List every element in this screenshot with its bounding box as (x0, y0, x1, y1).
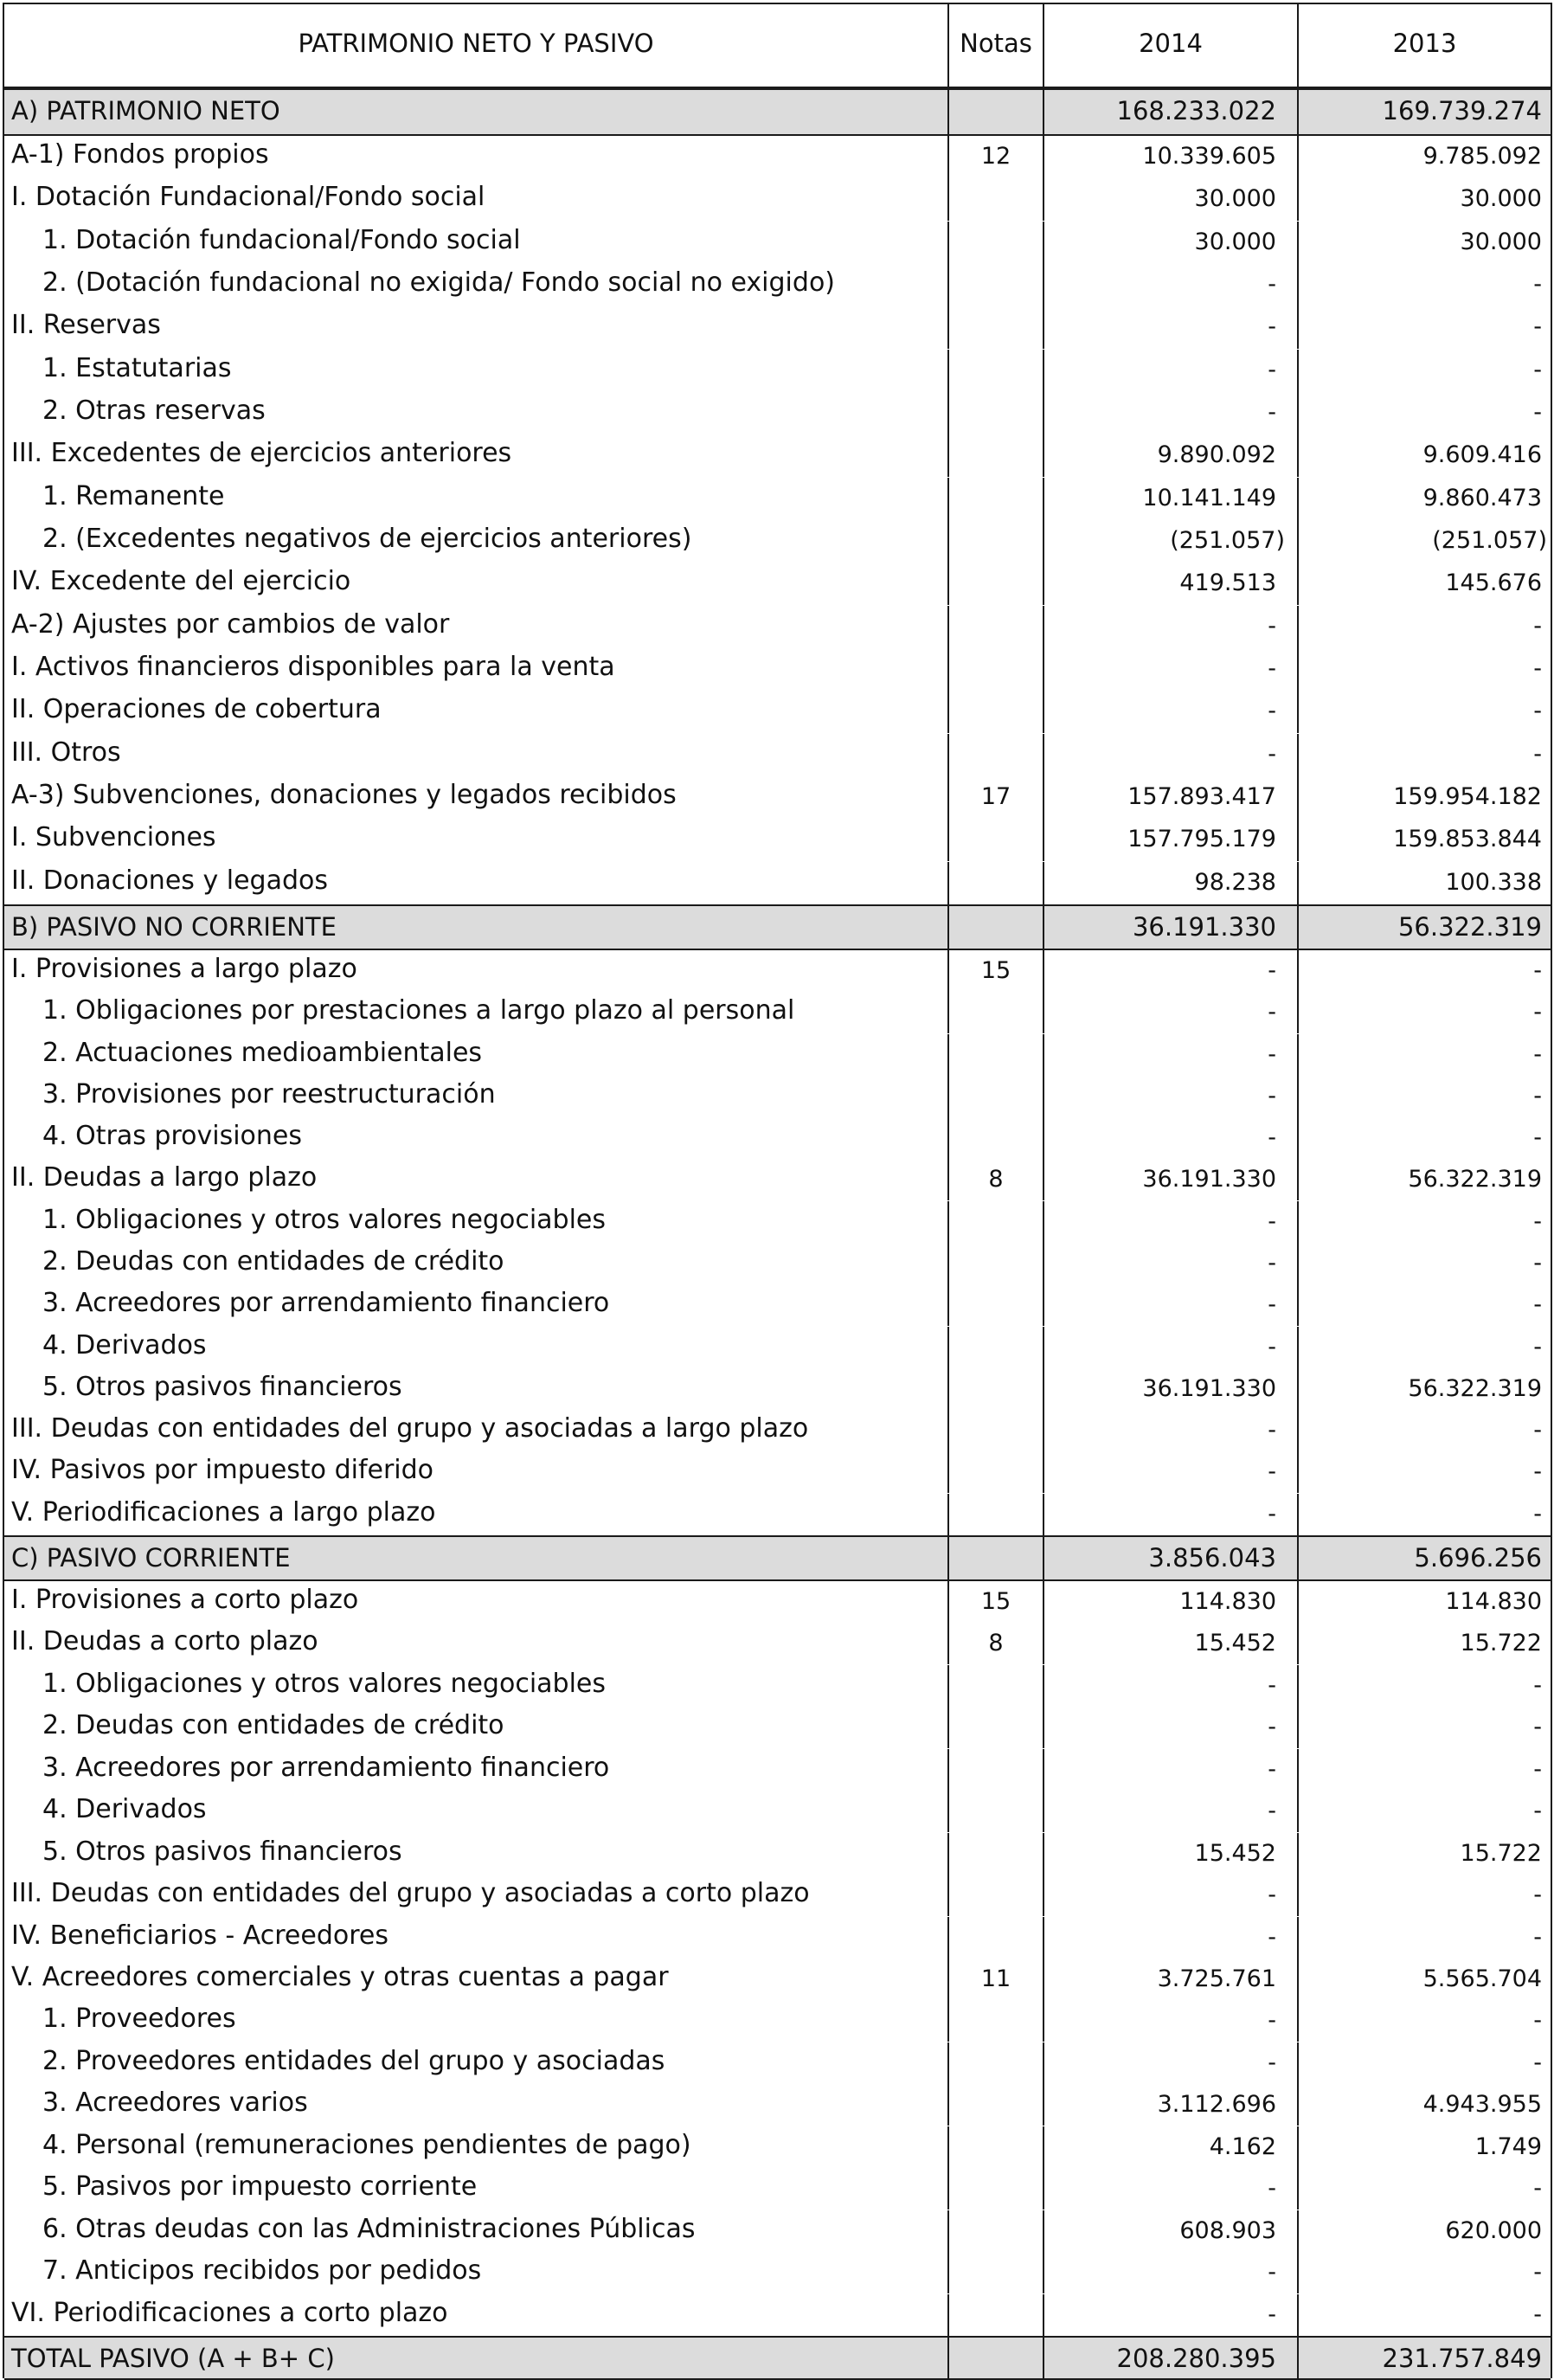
row-value-2013: 15.722 (1460, 1630, 1542, 1656)
row-value-2014: - (1268, 2301, 1276, 2328)
row-value-2013: - (1533, 357, 1542, 383)
table-row (4, 819, 1551, 861)
row-value-2013: - (1533, 1756, 1542, 1783)
row-value-2013: 56.322.319 (1408, 1166, 1542, 1193)
row-value-2013: - (1533, 1250, 1542, 1277)
row-value-2013: 231.757.849 (1382, 2344, 1542, 2373)
row-value-2013: - (1533, 1798, 1542, 1824)
row-label: II. Donaciones y legados (11, 865, 328, 896)
row-value-2013: - (1533, 399, 1542, 426)
table-row (4, 434, 1551, 477)
table-row (4, 1791, 1551, 1832)
row-value-2014: 4.162 (1209, 2133, 1276, 2160)
row-label: 3. Acreedores por arrendamiento financiero (42, 1288, 610, 1318)
row-value-2013: - (1533, 2301, 1542, 2328)
row-value-2013: 15.722 (1460, 1840, 1542, 1867)
table-row (4, 563, 1551, 605)
row-value-2014: - (1268, 1208, 1276, 1235)
table-row (4, 392, 1551, 434)
row-value-2013: - (1533, 655, 1542, 682)
row-label: 4. Derivados (42, 1330, 207, 1360)
table-row (4, 478, 1551, 520)
row-label: III. Otros (11, 737, 121, 768)
row-value-2013: - (1533, 613, 1542, 640)
row-value-2014: - (1268, 698, 1276, 724)
table-row (4, 2168, 1551, 2210)
row-label: IV. Excedente del ejercicio (11, 566, 351, 596)
row-label: V. Acreedores comerciales y otras cuentas a pagar (11, 1962, 669, 1992)
row-value-2014: - (1268, 999, 1276, 1026)
table-row (4, 350, 1551, 392)
table-row (4, 776, 1551, 819)
row-label: 4. Otras provisiones (42, 1121, 302, 1151)
row-notes: 8 (988, 1166, 1004, 1193)
row-value-2014: 30.000 (1194, 228, 1276, 255)
row-value-2013: - (1533, 1458, 1542, 1485)
row-notes: 11 (980, 1965, 1011, 1992)
row-notes: 15 (980, 1588, 1011, 1615)
row-value-2014: 15.452 (1194, 1630, 1276, 1656)
table-row (4, 1201, 1551, 1243)
row-value-2014: 36.191.330 (1142, 1375, 1276, 1402)
row-label: 3. Provisiones por reestructuración (42, 1079, 496, 1110)
row-value-2013: 30.000 (1460, 228, 1542, 255)
table-row (4, 2294, 1551, 2336)
row-notes: 17 (980, 783, 1011, 810)
row-label: 2. Actuaciones medioambientales (42, 1038, 483, 1068)
row-value-2014: - (1268, 655, 1276, 682)
table-row (4, 2210, 1551, 2252)
row-label: 1. Obligaciones y otros valores negociables (42, 1669, 607, 1699)
row-label: I. Subvenciones (11, 822, 216, 852)
header-year-2013: 2013 (1392, 29, 1457, 58)
row-label: II. Reservas (11, 310, 161, 340)
row-value-2014: 208.280.395 (1116, 2344, 1276, 2373)
table-row (4, 264, 1551, 306)
row-value-2013: - (1533, 1924, 1542, 1951)
row-label: 1. Obligaciones y otros valores negociables (42, 1205, 607, 1235)
table-row (4, 222, 1551, 264)
row-value-2014: (251.057) (1170, 527, 1285, 554)
row-label: 2. (Dotación fundacional no exigida/ Fondo social no exigido) (42, 267, 835, 298)
row-value-2014: - (1268, 741, 1276, 768)
row-label: C) PASIVO CORRIENTE (11, 1543, 291, 1573)
table-row (4, 1117, 1551, 1159)
row-label: 3. Acreedores por arrendamiento financiero (42, 1753, 610, 1783)
table-row (4, 1581, 1551, 1623)
row-label: II. Operaciones de cobertura (11, 694, 382, 724)
row-label: A-1) Fondos propios (11, 139, 269, 170)
row-value-2014: - (1268, 1417, 1276, 1444)
row-label: 2. Deudas con entidades de crédito (42, 1710, 504, 1740)
row-label: 1. Proveedores (42, 2004, 236, 2034)
table-row (4, 691, 1551, 733)
row-value-2014: - (1268, 1124, 1276, 1151)
row-label: II. Deudas a corto plazo (11, 1626, 318, 1656)
row-label: VI. Periodificaciones a corto plazo (11, 2298, 448, 2328)
row-value-2013: - (1533, 2175, 1542, 2202)
row-value-2013: 4.943.955 (1422, 2091, 1542, 2118)
row-value-2013: 5.696.256 (1414, 1543, 1542, 1573)
row-value-2014: - (1268, 399, 1276, 426)
row-label: 1. Remanente (42, 481, 225, 511)
row-label: I. Dotación Fundacional/Fondo social (11, 182, 485, 212)
header-notes: Notas (960, 29, 1032, 58)
table-row (4, 950, 1551, 992)
row-value-2014: - (1268, 1041, 1276, 1068)
table-row (4, 1451, 1551, 1493)
row-label: 1. Obligaciones por prestaciones a largo plazo al personal (42, 995, 795, 1026)
row-value-2014: 15.452 (1194, 1840, 1276, 1867)
row-label: 2. (Excedentes negativos de ejercicios anteriores) (42, 524, 692, 554)
row-label: 4. Personal (remuneraciones pendientes de pago) (42, 2130, 691, 2160)
row-label: III. Deudas con entidades del grupo y asociadas a corto plazo (11, 1878, 810, 1908)
row-label: III. Excedentes de ejercicios anteriores (11, 438, 512, 468)
row-value-2013: - (1533, 999, 1542, 1026)
row-value-2014: - (1268, 2007, 1276, 2034)
row-label: II. Deudas a largo plazo (11, 1162, 318, 1193)
row-value-2013: 9.609.416 (1422, 441, 1542, 468)
row-label: A) PATRIMONIO NETO (11, 96, 280, 125)
row-value-2014: - (1268, 1924, 1276, 1951)
row-value-2014: - (1268, 357, 1276, 383)
row-value-2014: 98.238 (1194, 869, 1276, 896)
header-year-2014: 2014 (1139, 29, 1203, 58)
row-value-2013: - (1533, 271, 1542, 298)
row-label: 2. Otras reservas (42, 396, 266, 426)
table-row (4, 1159, 1551, 1200)
row-label: 6. Otras deudas con las Administraciones Públicas (42, 2214, 696, 2244)
row-label: IV. Beneficiarios - Acreedores (11, 1920, 388, 1951)
table-row (4, 1959, 1551, 2000)
balance-sheet-table (3, 3, 1552, 2378)
row-notes: 15 (980, 957, 1011, 984)
row-value-2014: - (1268, 957, 1276, 984)
table-row (4, 1665, 1551, 1707)
row-value-2014: 608.903 (1179, 2217, 1276, 2244)
row-value-2014: 36.191.330 (1132, 912, 1276, 942)
row-value-2013: 169.739.274 (1382, 96, 1542, 125)
row-value-2013: 1.749 (1474, 2133, 1542, 2160)
table-row (4, 2084, 1551, 2126)
row-value-2014: - (1268, 1798, 1276, 1824)
table-row (4, 1875, 1551, 1916)
table-row (4, 1749, 1551, 1791)
row-value-2013: 56.322.319 (1397, 912, 1542, 942)
row-value-2013: - (1533, 1208, 1542, 1235)
row-value-2014: - (1268, 1334, 1276, 1360)
table-row (4, 648, 1551, 691)
row-value-2014: - (1268, 1714, 1276, 1740)
row-value-2014: - (1268, 313, 1276, 340)
row-label: A-2) Ajustes por cambios de valor (11, 609, 450, 640)
table-row (4, 1410, 1551, 1451)
row-label: A-3) Subvenciones, donaciones y legados recibidos (11, 780, 677, 810)
table-row (4, 1034, 1551, 1076)
row-value-2014: 168.233.022 (1116, 96, 1276, 125)
row-value-2013: 5.565.704 (1422, 1965, 1542, 1992)
row-value-2014: - (1268, 2175, 1276, 2202)
table-row (4, 2042, 1551, 2084)
table-row (4, 136, 1551, 178)
table-row (4, 992, 1551, 1033)
row-label: 4. Derivados (42, 1794, 207, 1824)
table-row (4, 862, 1551, 904)
row-label: 1. Dotación fundacional/Fondo social (42, 225, 521, 255)
row-label: 7. Anticipos recibidos por pedidos (42, 2255, 482, 2286)
row-value-2013: 9.860.473 (1422, 485, 1542, 511)
table-row (4, 1707, 1551, 1748)
section-row-total (4, 2336, 1551, 2380)
section-row-b (4, 904, 1551, 950)
row-value-2014: 157.893.417 (1127, 783, 1276, 810)
row-value-2014: - (1268, 2259, 1276, 2286)
row-value-2013: - (1533, 2007, 1542, 2034)
row-value-2014: - (1268, 1458, 1276, 1485)
row-value-2013: 620.000 (1445, 2217, 1542, 2244)
table-row (4, 1076, 1551, 1117)
row-value-2014: - (1268, 1756, 1276, 1783)
row-label: B) PASIVO NO CORRIENTE (11, 912, 337, 942)
row-value-2014: 9.890.092 (1157, 441, 1276, 468)
row-notes: 12 (980, 143, 1011, 170)
table-row (4, 178, 1551, 221)
table-row (4, 606, 1551, 648)
row-label: I. Provisiones a largo plazo (11, 954, 357, 984)
row-value-2013: 159.853.844 (1393, 826, 1542, 852)
table-row (4, 1623, 1551, 1664)
row-label: 2. Proveedores entidades del grupo y asociadas (42, 2046, 665, 2076)
table-header (4, 4, 1551, 88)
section-row-c (4, 1535, 1551, 1581)
row-label: V. Periodificaciones a largo plazo (11, 1497, 436, 1528)
row-value-2013: 159.954.182 (1393, 783, 1542, 810)
row-value-2014: 419.513 (1179, 569, 1276, 596)
table-row (4, 1494, 1551, 1535)
row-value-2013: - (1533, 1334, 1542, 1360)
row-value-2014: 3.112.696 (1157, 2091, 1276, 2118)
table-row (4, 520, 1551, 563)
row-value-2013: - (1533, 2049, 1542, 2076)
row-value-2014: 36.191.330 (1142, 1166, 1276, 1193)
row-value-2014: 114.830 (1179, 1588, 1276, 1615)
row-value-2014: 3.725.761 (1157, 1965, 1276, 1992)
row-value-2013: 9.785.092 (1422, 143, 1542, 170)
row-value-2013: - (1533, 1417, 1542, 1444)
row-value-2013: - (1533, 2259, 1542, 2286)
table-row (4, 1917, 1551, 1959)
row-label: IV. Pasivos por impuesto diferido (11, 1455, 434, 1485)
row-value-2014: - (1268, 613, 1276, 640)
table-row (4, 1833, 1551, 1875)
row-value-2013: - (1533, 1672, 1542, 1699)
table-row (4, 734, 1551, 776)
table-row (4, 306, 1551, 349)
row-value-2014: - (1268, 1291, 1276, 1318)
row-label: 2. Deudas con entidades de crédito (42, 1246, 504, 1277)
table-row (4, 2252, 1551, 2293)
row-value-2013: - (1533, 1291, 1542, 1318)
row-value-2014: - (1268, 271, 1276, 298)
header-label: PATRIMONIO NETO Y PASIVO (298, 29, 654, 58)
row-value-2014: - (1268, 1250, 1276, 1277)
row-value-2013: 30.000 (1460, 185, 1542, 212)
row-value-2013: - (1533, 741, 1542, 768)
row-value-2013: - (1533, 1714, 1542, 1740)
row-value-2013: 114.830 (1445, 1588, 1542, 1615)
table-row (4, 1327, 1551, 1368)
table-row (4, 1243, 1551, 1284)
row-value-2014: 3.856.043 (1148, 1543, 1276, 1573)
row-label: 5. Otros pasivos financieros (42, 1836, 402, 1867)
row-value-2013: 145.676 (1445, 569, 1542, 596)
row-label: TOTAL PASIVO (A + B+ C) (11, 2344, 335, 2373)
row-value-2013: - (1533, 1124, 1542, 1151)
row-value-2014: 10.141.149 (1142, 485, 1276, 511)
row-value-2013: - (1533, 1041, 1542, 1068)
row-value-2013: - (1533, 1501, 1542, 1528)
table-row (4, 1284, 1551, 1326)
row-value-2013: - (1533, 313, 1542, 340)
row-value-2013: (251.057) (1432, 527, 1547, 554)
row-label: III. Deudas con entidades del grupo y asociadas a largo plazo (11, 1413, 809, 1444)
section-row-a (4, 88, 1551, 136)
row-value-2013: - (1533, 957, 1542, 984)
row-value-2014: - (1268, 2049, 1276, 2076)
row-value-2014: - (1268, 1881, 1276, 1908)
row-notes: 8 (988, 1630, 1004, 1656)
row-value-2013: 100.338 (1445, 869, 1542, 896)
row-label: 3. Acreedores varios (42, 2087, 308, 2118)
row-label: I. Activos financieros disponibles para la venta (11, 652, 615, 682)
row-value-2014: - (1268, 1672, 1276, 1699)
table-row (4, 1368, 1551, 1410)
table-row (4, 2000, 1551, 2042)
row-value-2014: - (1268, 1083, 1276, 1110)
row-value-2014: 30.000 (1194, 185, 1276, 212)
row-value-2014: - (1268, 1501, 1276, 1528)
row-label: 5. Pasivos por impuesto corriente (42, 2171, 478, 2202)
row-label: 5. Otros pasivos financieros (42, 1372, 402, 1402)
row-label: 1. Estatutarias (42, 353, 232, 383)
row-value-2014: 157.795.179 (1127, 826, 1276, 852)
row-value-2013: - (1533, 1881, 1542, 1908)
row-value-2013: - (1533, 698, 1542, 724)
row-value-2014: 10.339.605 (1142, 143, 1276, 170)
row-value-2013: - (1533, 1083, 1542, 1110)
table-row (4, 2126, 1551, 2168)
row-value-2013: 56.322.319 (1408, 1375, 1542, 1402)
row-label: I. Provisiones a corto plazo (11, 1585, 359, 1615)
